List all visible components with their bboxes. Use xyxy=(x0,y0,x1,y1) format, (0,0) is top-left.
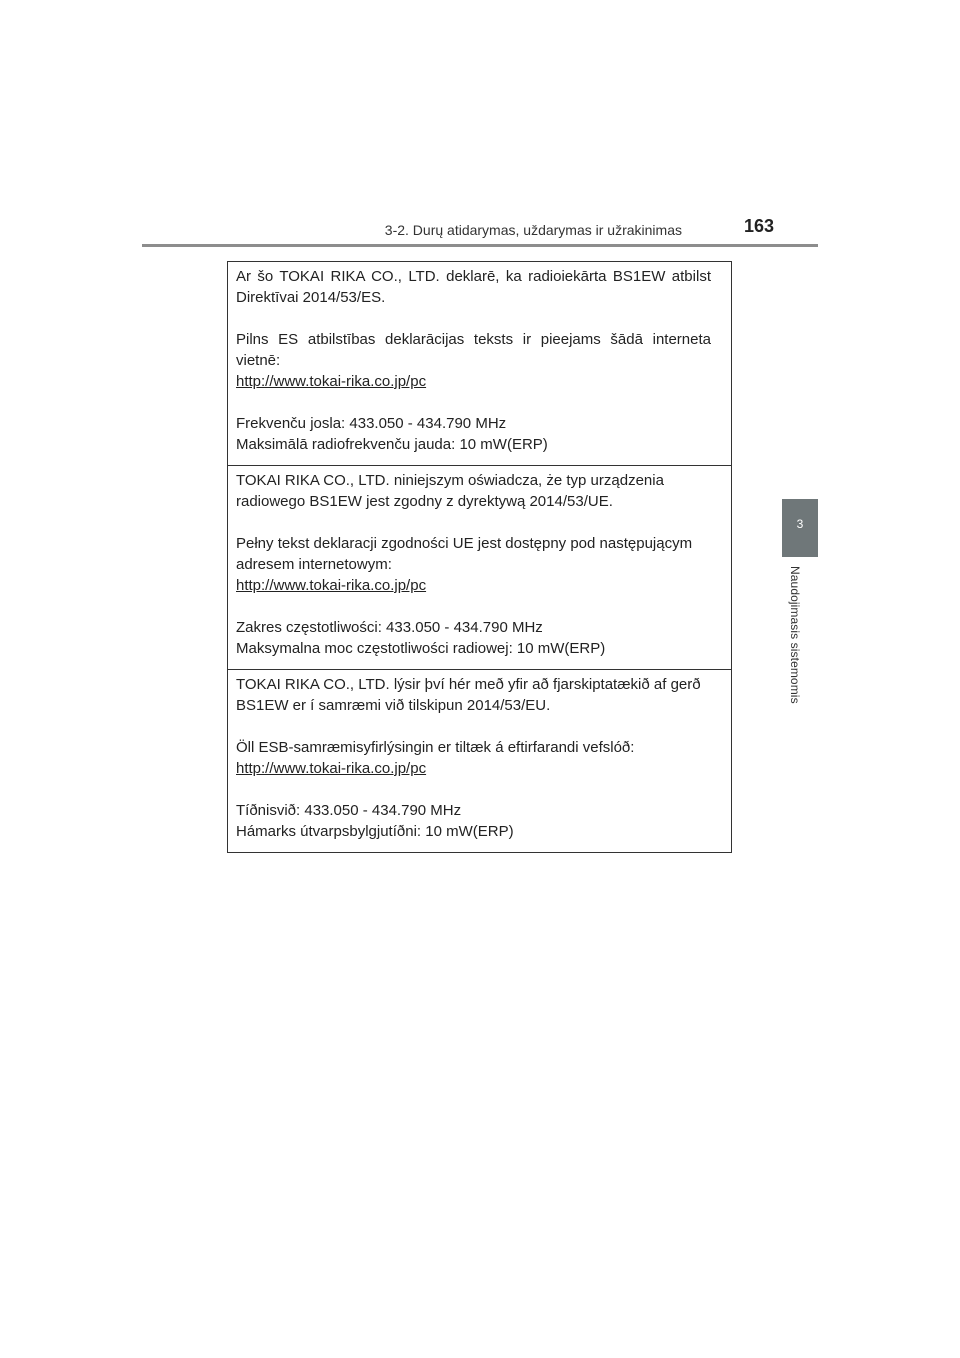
declaration-link[interactable]: http://www.tokai-rika.co.jp/pc xyxy=(236,577,427,594)
max-power: Maksimālā radiofrekvenču jauda: 10 mW(ERP) xyxy=(236,436,548,453)
max-power: Hámarks útvarpsbylgjutíðni: 10 mW(ERP) xyxy=(236,823,514,840)
declaration-statement: TOKAI RIKA CO., LTD. niniejszym oświadcza, że typ urządzenia radiowego BS1EW jest zgodny z dyrektywą 2014/53/UE. xyxy=(236,472,664,510)
frequency-band: Zakres częstotliwości: 433.050 - 434.790 MHz xyxy=(236,619,543,636)
declaration-link[interactable]: http://www.tokai-rika.co.jp/pc xyxy=(236,760,427,777)
frequency-band: Frekvenču josla: 433.050 - 434.790 MHz xyxy=(236,415,507,432)
section-title: 3-2. Durų atidarymas, uždarymas ir užrakinimas xyxy=(384,222,682,238)
declaration-latvian xyxy=(228,262,731,465)
declaration-box xyxy=(227,261,732,853)
declaration-availability: Pilns ES atbilstības deklarācijas teksts ir pieejams šādā interneta vietnē: xyxy=(236,331,711,369)
declaration-availability: Öll ESB-samræmisyfirlýsingin er tiltæk á eftirfarandi vefslóð: xyxy=(236,739,635,756)
declaration-statement: Ar šo TOKAI RIKA CO., LTD. deklarē, ka radioiekārta BS1EW atbilst Direktīvai 2014/53/ES. xyxy=(236,268,711,306)
declaration-statement: TOKAI RIKA CO., LTD. lýsir því hér með yfir að fjarskiptatækið af gerð BS1EW er í samræmi við tilskipun 2014/53/EU. xyxy=(236,676,701,714)
chapter-label: Naudojimasis sistemomis xyxy=(788,566,802,704)
declaration-link[interactable]: http://www.tokai-rika.co.jp/pc xyxy=(236,373,427,390)
frequency-band: Tíðnisvið: 433.050 - 434.790 MHz xyxy=(236,802,462,819)
page-header xyxy=(142,214,818,246)
header-rule xyxy=(142,244,818,247)
max-power: Maksymalna moc częstotliwości radiowej: 10 mW(ERP) xyxy=(236,640,606,657)
declaration-availability: Pełny tekst deklaracji zgodności UE jest dostępny pod następującym adresem internetowym: xyxy=(236,535,693,573)
chapter-number: 3 xyxy=(796,517,804,531)
declaration-polish xyxy=(228,465,731,669)
declaration-icelandic xyxy=(228,669,731,852)
chapter-tab xyxy=(782,499,818,557)
page-number: 163 xyxy=(743,216,774,236)
